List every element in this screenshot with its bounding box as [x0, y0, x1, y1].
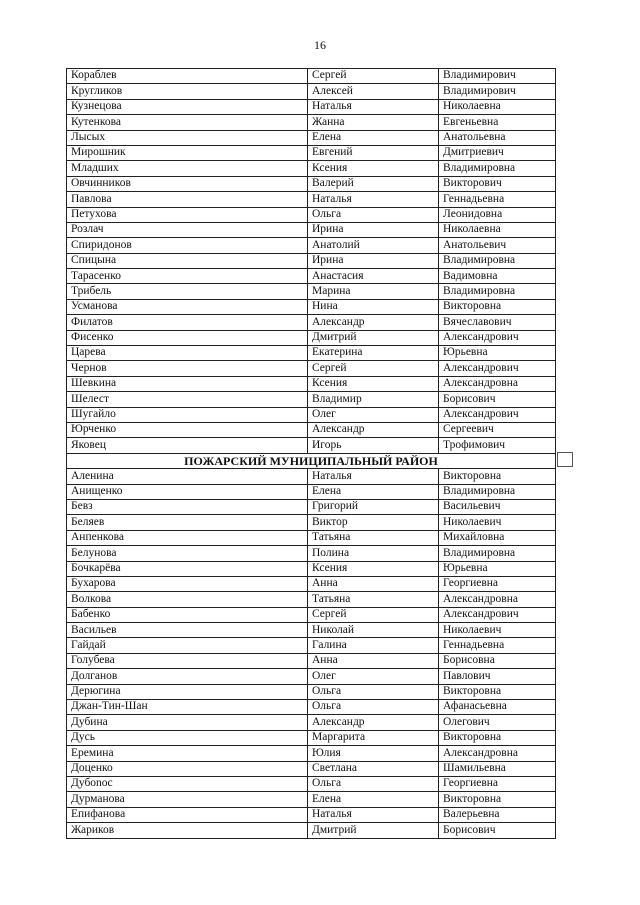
surname-cell: Юрченко [67, 422, 308, 437]
patronymic-cell: Борисович [439, 392, 556, 407]
name-cell: Александр [308, 715, 439, 730]
patronymic-cell: Александрович [439, 607, 556, 622]
section-header-row [67, 453, 556, 468]
name-cell: Анна [308, 576, 439, 591]
surname-cell: Дубина [67, 715, 308, 730]
name-cell: Александр [308, 422, 439, 437]
patronymic-cell: Шамильевна [439, 761, 556, 776]
surname-cell: Беляев [67, 515, 308, 530]
name-cell: Наталья [308, 807, 439, 822]
name-cell: Дмитрий [308, 823, 439, 838]
patronymic-cell: Евгеньевна [439, 115, 556, 130]
name-cell: Сергей [308, 69, 439, 84]
name-cell: Валерий [308, 176, 439, 191]
surname-cell: Дусь [67, 730, 308, 745]
patronymic-cell: Александрович [439, 330, 556, 345]
surname-cell: Кузнецова [67, 99, 308, 114]
surname-cell: Бевз [67, 499, 308, 514]
surname-cell: Яковец [67, 438, 308, 453]
patronymic-cell: Юрьевна [439, 346, 556, 361]
patronymic-cell: Геннадьевна [439, 192, 556, 207]
surname-cell: Гайдай [67, 638, 308, 653]
table-row [67, 499, 556, 514]
patronymic-cell: Викторовна [439, 792, 556, 807]
surname-cell: Овчинников [67, 176, 308, 191]
patronymic-cell: Сергеевич [439, 422, 556, 437]
patronymic-cell: Геннадьевна [439, 638, 556, 653]
name-cell: Дмитрий [308, 330, 439, 345]
table-row [67, 115, 556, 130]
name-cell: Сергей [308, 607, 439, 622]
table-row [67, 715, 556, 730]
table-row [67, 607, 556, 622]
name-cell: Анна [308, 653, 439, 668]
table-row [67, 69, 556, 84]
patronymic-cell: Викторовна [439, 684, 556, 699]
name-cell: Григорий [308, 499, 439, 514]
surname-cell: Доценко [67, 761, 308, 776]
patronymic-cell: Борисович [439, 823, 556, 838]
patronymic-cell: Владимировна [439, 484, 556, 499]
table-row [67, 684, 556, 699]
name-cell: Юлия [308, 746, 439, 761]
table-row [67, 253, 556, 268]
surname-cell: Мирошник [67, 145, 308, 160]
surname-cell: Чернов [67, 361, 308, 376]
name-cell: Наталья [308, 469, 439, 484]
patronymic-cell: Александровна [439, 746, 556, 761]
name-cell: Светлана [308, 761, 439, 776]
names-table-body [67, 69, 556, 839]
surname-cell: Павлова [67, 192, 308, 207]
name-cell: Ольга [308, 700, 439, 715]
table-row [67, 576, 556, 591]
section-title: ПОЖАРСКИЙ МУНИЦИПАЛЬНЫЙ РАЙОН [67, 453, 556, 468]
patronymic-cell: Васильевич [439, 499, 556, 514]
surname-cell: Дерюгина [67, 684, 308, 699]
table-row [67, 99, 556, 114]
table-row [67, 176, 556, 191]
name-cell: Николай [308, 623, 439, 638]
table-row [67, 730, 556, 745]
name-cell: Анастасия [308, 269, 439, 284]
table-row [67, 422, 556, 437]
patronymic-cell: Викторовна [439, 299, 556, 314]
name-cell: Игорь [308, 438, 439, 453]
table-row [67, 807, 556, 822]
table-row [67, 284, 556, 299]
table-row [67, 299, 556, 314]
surname-cell: Бочкарёва [67, 561, 308, 576]
surname-cell: Усманова [67, 299, 308, 314]
surname-cell: Еремина [67, 746, 308, 761]
patronymic-cell: Владимировна [439, 284, 556, 299]
patronymic-cell: Павлович [439, 669, 556, 684]
surname-cell: Царева [67, 346, 308, 361]
surname-cell: Аленина [67, 469, 308, 484]
table-row [67, 761, 556, 776]
name-cell: Елена [308, 130, 439, 145]
name-cell: Виктор [308, 515, 439, 530]
table-row [67, 746, 556, 761]
name-cell: Олег [308, 407, 439, 422]
name-cell: Ирина [308, 253, 439, 268]
surname-cell: Кораблев [67, 69, 308, 84]
table-row [67, 145, 556, 160]
surname-cell: Бухарова [67, 576, 308, 591]
patronymic-cell: Викторович [439, 176, 556, 191]
patronymic-cell: Николаевич [439, 623, 556, 638]
table-row [67, 315, 556, 330]
patronymic-cell: Викторовна [439, 469, 556, 484]
surname-cell: Долганов [67, 669, 308, 684]
surname-cell: Фисенко [67, 330, 308, 345]
table-row [67, 592, 556, 607]
name-cell: Ольга [308, 684, 439, 699]
names-table [66, 68, 556, 839]
patronymic-cell: Викторовна [439, 730, 556, 745]
name-cell: Сергей [308, 361, 439, 376]
patronymic-cell: Дмитриевич [439, 145, 556, 160]
table-row [67, 823, 556, 838]
name-cell: Ксения [308, 376, 439, 391]
surname-cell: Шевкина [67, 376, 308, 391]
patronymic-cell: Николаевна [439, 222, 556, 237]
surname-cell: Трибель [67, 284, 308, 299]
patronymic-cell: Николаевна [439, 99, 556, 114]
surname-cell: Кругликов [67, 84, 308, 99]
table-row [67, 269, 556, 284]
patronymic-cell: Вадимовна [439, 269, 556, 284]
name-cell: Алексей [308, 84, 439, 99]
patronymic-cell: Валерьевна [439, 807, 556, 822]
name-cell: Олег [308, 669, 439, 684]
patronymic-cell: Трофимович [439, 438, 556, 453]
name-cell: Александр [308, 315, 439, 330]
surname-cell: Дубоnoc [67, 776, 308, 791]
surname-cell: Жариков [67, 823, 308, 838]
patronymic-cell: Владимировна [439, 546, 556, 561]
table-row [67, 623, 556, 638]
name-cell: Ксения [308, 161, 439, 176]
names-table-container [66, 68, 556, 839]
name-cell: Татьяна [308, 592, 439, 607]
surname-cell: Белунова [67, 546, 308, 561]
patronymic-cell: Олегович [439, 715, 556, 730]
surname-cell: Младших [67, 161, 308, 176]
patronymic-cell: Вячеславович [439, 315, 556, 330]
patronymic-cell: Владимирович [439, 84, 556, 99]
table-row [67, 561, 556, 576]
surname-cell: Голубева [67, 653, 308, 668]
patronymic-cell: Александровна [439, 376, 556, 391]
name-cell: Татьяна [308, 530, 439, 545]
surname-cell: Бабенко [67, 607, 308, 622]
table-row [67, 469, 556, 484]
table-row [67, 238, 556, 253]
name-cell: Марина [308, 284, 439, 299]
patronymic-cell: Михайловна [439, 530, 556, 545]
empty-cell-stub [557, 452, 573, 467]
surname-cell: Тарасенко [67, 269, 308, 284]
patronymic-cell: Владимировна [439, 253, 556, 268]
patronymic-cell: Анатольевич [439, 238, 556, 253]
table-row [67, 376, 556, 391]
patronymic-cell: Владимирович [439, 69, 556, 84]
table-row [67, 515, 556, 530]
table-row [67, 407, 556, 422]
surname-cell: Петухова [67, 207, 308, 222]
surname-cell: Лысых [67, 130, 308, 145]
patronymic-cell: Александрович [439, 407, 556, 422]
table-row [67, 484, 556, 499]
surname-cell: Анищенко [67, 484, 308, 499]
patronymic-cell: Георгиевна [439, 776, 556, 791]
table-row [67, 192, 556, 207]
patronymic-cell: Анатольевна [439, 130, 556, 145]
table-row [67, 776, 556, 791]
name-cell: Елена [308, 792, 439, 807]
surname-cell: Шелест [67, 392, 308, 407]
table-row [67, 638, 556, 653]
surname-cell: Филатов [67, 315, 308, 330]
table-row [67, 438, 556, 453]
table-row [67, 130, 556, 145]
name-cell: Анатолий [308, 238, 439, 253]
name-cell: Маргарита [308, 730, 439, 745]
name-cell: Наталья [308, 192, 439, 207]
name-cell: Полина [308, 546, 439, 561]
name-cell: Елена [308, 484, 439, 499]
patronymic-cell: Афанасьевна [439, 700, 556, 715]
table-row [67, 361, 556, 376]
patronymic-cell: Юрьевна [439, 561, 556, 576]
surname-cell: Васильев [67, 623, 308, 638]
surname-cell: Спиридонов [67, 238, 308, 253]
surname-cell: Джан-Тин-Шан [67, 700, 308, 715]
table-row [67, 207, 556, 222]
name-cell: Ольга [308, 776, 439, 791]
table-row [67, 669, 556, 684]
table-row [67, 530, 556, 545]
name-cell: Наталья [308, 99, 439, 114]
patronymic-cell: Леонидовна [439, 207, 556, 222]
surname-cell: Розлач [67, 222, 308, 237]
table-row [67, 700, 556, 715]
table-row [67, 222, 556, 237]
table-row [67, 346, 556, 361]
patronymic-cell: Александрович [439, 361, 556, 376]
patronymic-cell: Николаевич [439, 515, 556, 530]
surname-cell: Спицына [67, 253, 308, 268]
name-cell: Евгений [308, 145, 439, 160]
name-cell: Екатерина [308, 346, 439, 361]
surname-cell: Волкова [67, 592, 308, 607]
name-cell: Жанна [308, 115, 439, 130]
name-cell: Владимир [308, 392, 439, 407]
surname-cell: Анпенкова [67, 530, 308, 545]
table-row [67, 792, 556, 807]
surname-cell: Кутенкова [67, 115, 308, 130]
patronymic-cell: Владимировна [439, 161, 556, 176]
name-cell: Ольга [308, 207, 439, 222]
table-row [67, 392, 556, 407]
name-cell: Ксения [308, 561, 439, 576]
patronymic-cell: Борисовна [439, 653, 556, 668]
surname-cell: Епифанова [67, 807, 308, 822]
page-number: 16 [314, 38, 326, 52]
patronymic-cell: Георгиевна [439, 576, 556, 591]
name-cell: Ирина [308, 222, 439, 237]
surname-cell: Дурманова [67, 792, 308, 807]
table-row [67, 653, 556, 668]
table-row [67, 84, 556, 99]
name-cell: Галина [308, 638, 439, 653]
patronymic-cell: Александровна [439, 592, 556, 607]
table-row [67, 161, 556, 176]
surname-cell: Шугайло [67, 407, 308, 422]
name-cell: Нина [308, 299, 439, 314]
table-row [67, 330, 556, 345]
table-row [67, 546, 556, 561]
